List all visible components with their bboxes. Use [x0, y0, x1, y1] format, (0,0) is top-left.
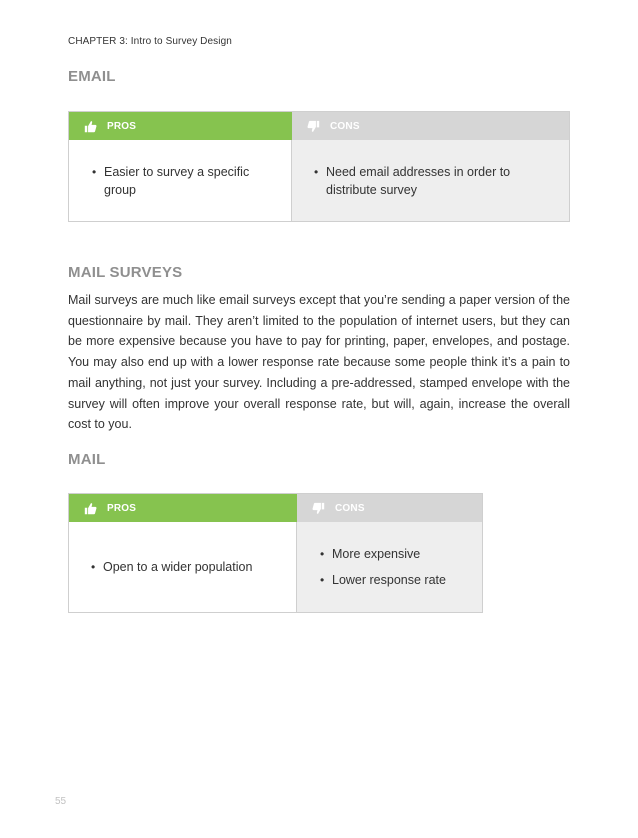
thumbs-down-icon — [307, 120, 320, 133]
table-body-row — [69, 522, 482, 612]
pros-list — [69, 163, 291, 199]
pros-item: • Open to a wider population — [103, 558, 252, 576]
page-number: 55 — [55, 796, 67, 807]
cons-header — [297, 494, 482, 522]
cons-item: • Lower response rate — [332, 571, 446, 589]
pros-cell — [69, 140, 292, 221]
pros-list — [69, 558, 262, 576]
table-header-row — [69, 494, 482, 522]
pros-label: PROS — [107, 120, 137, 132]
mail-heading: MAIL — [68, 451, 106, 468]
chapter-header: CHAPTER 3: Intro to Survey Design — [68, 36, 232, 47]
pros-item: • Easier to survey a specific group — [104, 163, 271, 199]
table-body-row — [69, 140, 569, 221]
cons-header — [292, 112, 569, 140]
email-pros-cons-table — [68, 111, 570, 222]
cons-cell — [297, 522, 482, 612]
pros-header — [69, 494, 297, 522]
pros-cell — [69, 522, 297, 612]
cons-list — [297, 545, 456, 589]
mail-surveys-heading: MAIL SURVEYS — [68, 264, 183, 281]
pros-label: PROS — [107, 502, 137, 514]
cons-list — [292, 163, 569, 199]
cons-cell — [292, 140, 569, 221]
mail-surveys-paragraph: Mail surveys are much like email surveys except that you’re sending a paper version of the questionnaire by mail. They aren’t limited to the population of internet users, but they can be more expensive because you have to pay for printing, paper, envelopes, and postage. You may also end up with a lower response rate because some people think it’s a pain to mail anything, not just your survey. Including a pre-addressed, stamped envelope with the survey will often improve your overall response rate, but will, again, increase the overall cost to you. — [68, 293, 570, 432]
cons-item: • Need email addresses in order to distribute survey — [326, 163, 549, 199]
pros-header — [69, 112, 292, 140]
cons-label: CONS — [335, 502, 365, 514]
cons-label: CONS — [330, 120, 360, 132]
thumbs-up-icon — [84, 502, 97, 515]
thumbs-down-icon — [312, 502, 325, 515]
email-heading: EMAIL — [68, 68, 116, 85]
cons-item: • More expensive — [332, 545, 446, 563]
mail-pros-cons-table — [68, 493, 483, 613]
thumbs-up-icon — [84, 120, 97, 133]
table-header-row — [69, 112, 569, 140]
